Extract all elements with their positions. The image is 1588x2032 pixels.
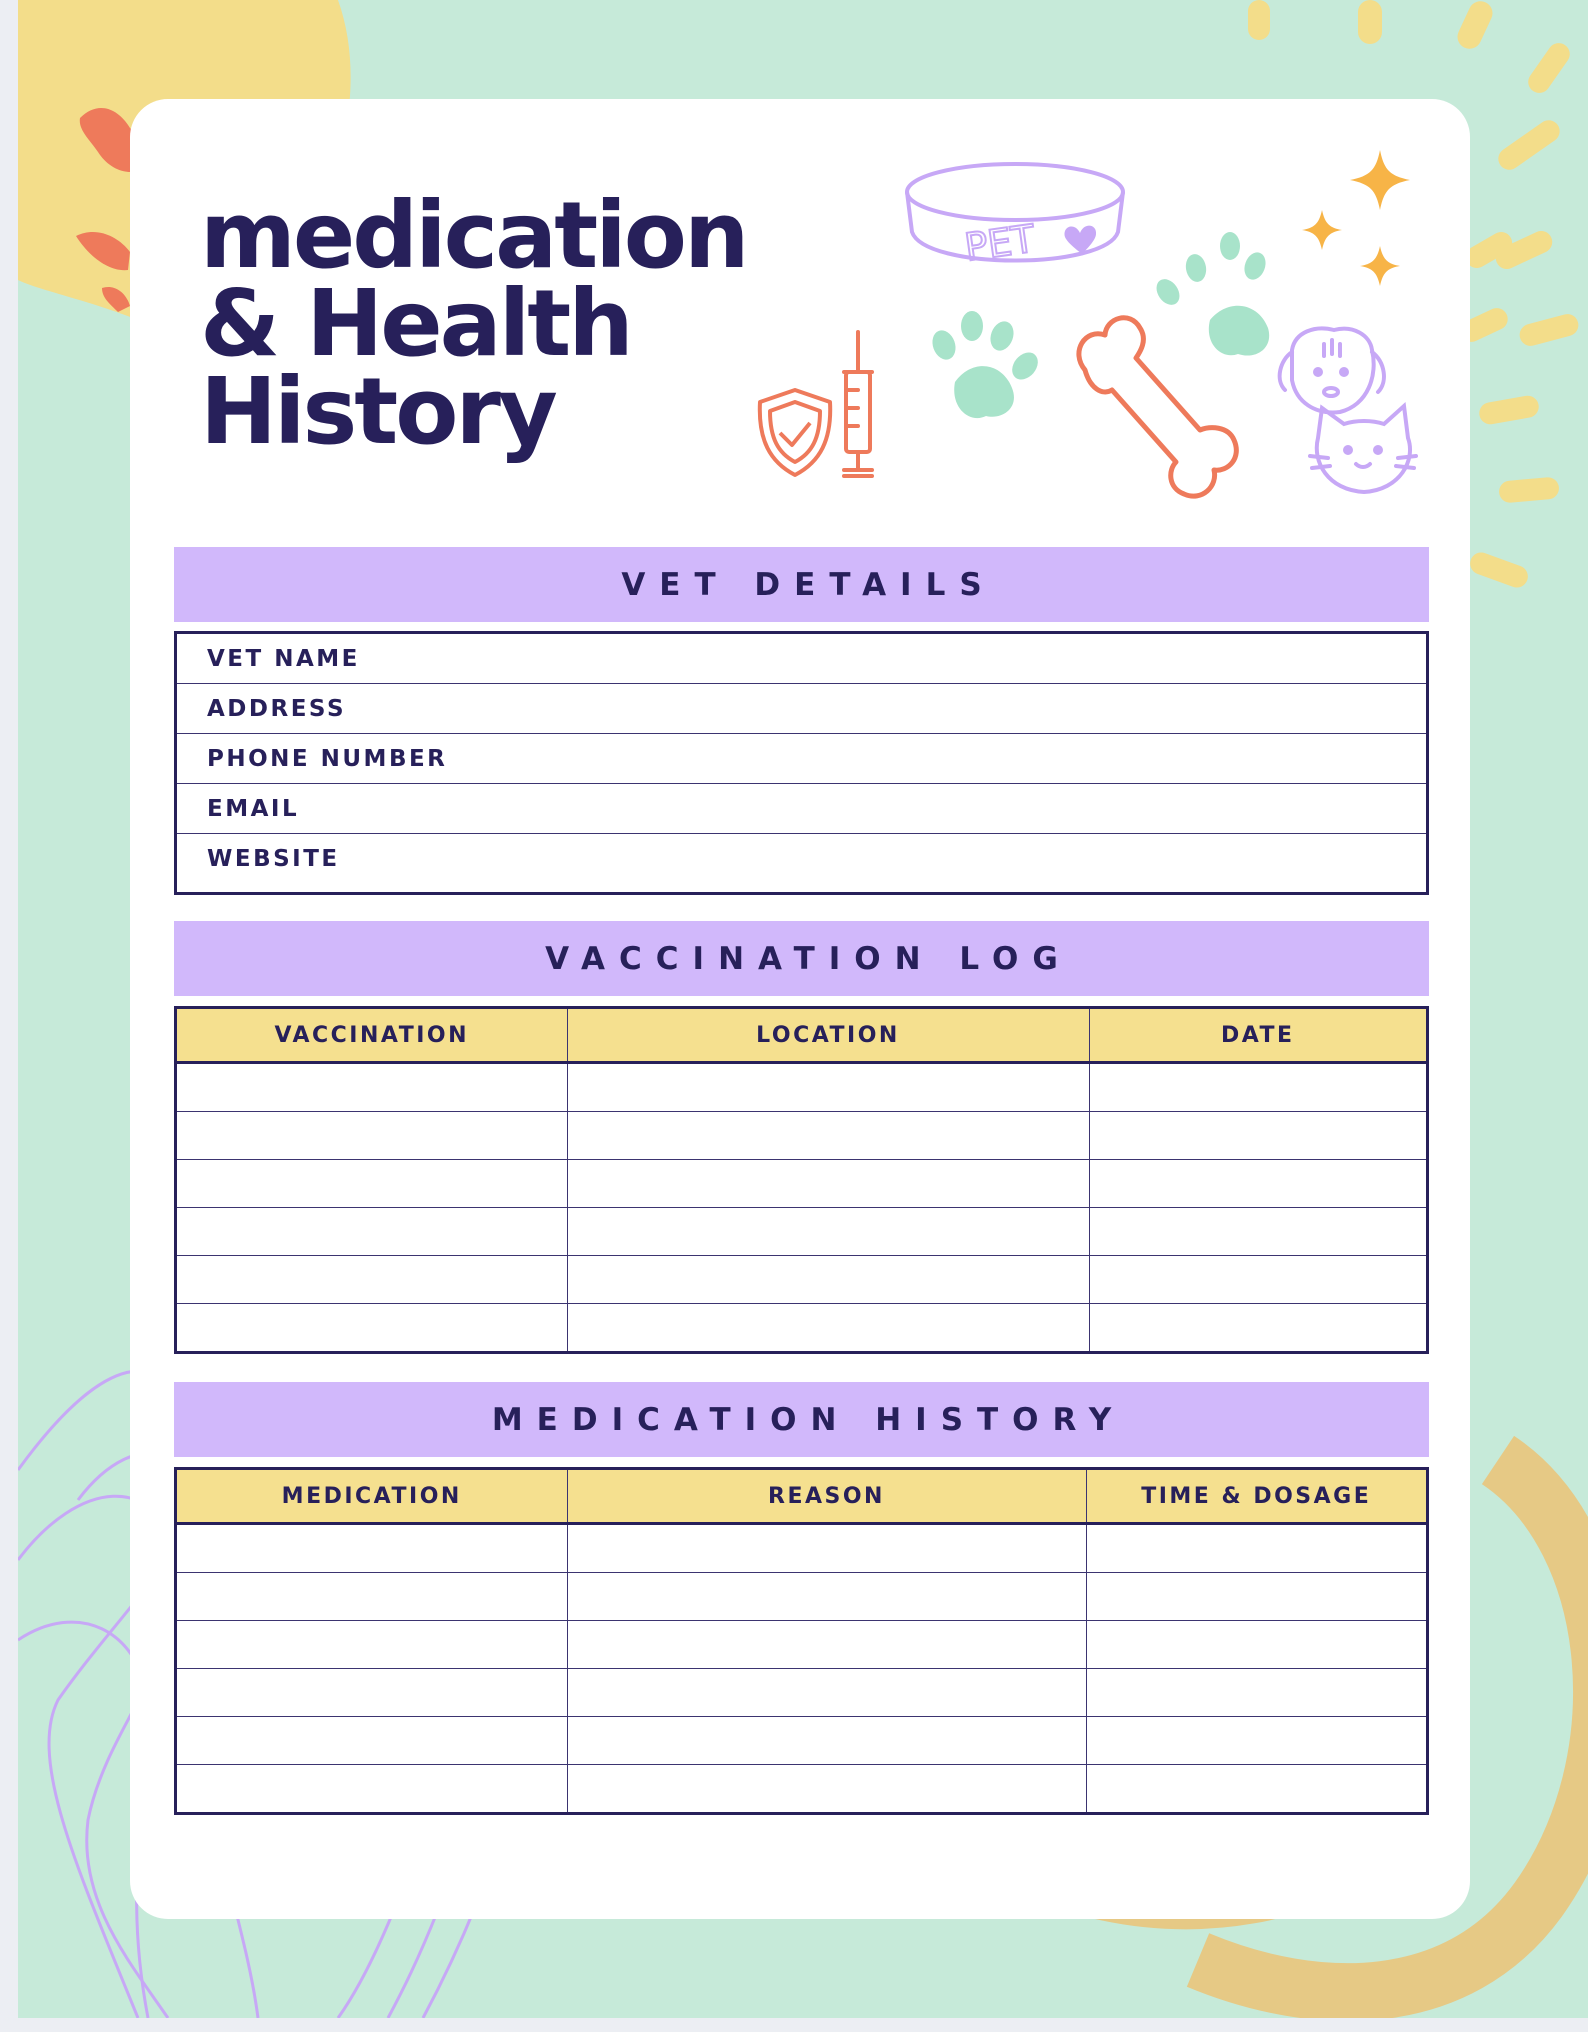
- vet-field-label: EMAIL: [207, 795, 300, 822]
- table-cell[interactable]: [1086, 1765, 1426, 1813]
- table-cell[interactable]: [1089, 1304, 1426, 1352]
- table-cell[interactable]: [1089, 1063, 1426, 1112]
- table-row: [177, 1063, 1426, 1112]
- table-cell[interactable]: [1089, 1208, 1426, 1256]
- table-row: [177, 1112, 1426, 1160]
- vet-field-label: ADDRESS: [207, 695, 347, 722]
- bone-icon: [1079, 318, 1236, 496]
- column-header: TIME & DOSAGE: [1086, 1470, 1426, 1524]
- table-cell[interactable]: [567, 1063, 1089, 1112]
- medication-history-heading: MEDICATION HISTORY: [491, 1401, 1126, 1438]
- medication-history-table-box: [174, 1467, 1429, 1815]
- cat-icon: [1310, 406, 1416, 492]
- table-cell[interactable]: [567, 1256, 1089, 1304]
- medication-history-header: [174, 1382, 1429, 1457]
- shield-icon: [760, 390, 830, 475]
- table-row: [177, 1765, 1426, 1813]
- pet-illustrations: [740, 140, 1430, 520]
- paw-print-icon: [929, 311, 1044, 418]
- table-cell[interactable]: [177, 1717, 567, 1765]
- vet-details-box: [174, 631, 1429, 895]
- column-header: LOCATION: [567, 1009, 1089, 1063]
- column-header: DATE: [1089, 1009, 1426, 1063]
- vet-details-header: [174, 547, 1429, 622]
- table-cell[interactable]: [177, 1524, 567, 1573]
- title-line: History: [200, 358, 555, 465]
- vaccination-log-heading: VACCINATION LOG: [545, 940, 1072, 977]
- table-cell[interactable]: [1089, 1112, 1426, 1160]
- table-row: [177, 1669, 1426, 1717]
- pet-bowl-icon: [907, 164, 1123, 270]
- table-cell[interactable]: [1086, 1573, 1426, 1621]
- table-row: [177, 1160, 1426, 1208]
- dog-icon: [1280, 328, 1384, 412]
- page-title: [200, 182, 747, 465]
- table-cell[interactable]: [567, 1717, 1086, 1765]
- table-cell[interactable]: [177, 1208, 567, 1256]
- table-cell[interactable]: [567, 1160, 1089, 1208]
- table-cell[interactable]: [177, 1063, 567, 1112]
- vet-field-row[interactable]: [177, 634, 1426, 684]
- table-cell[interactable]: [567, 1573, 1086, 1621]
- table-cell[interactable]: [1086, 1717, 1426, 1765]
- vet-field-row[interactable]: [177, 784, 1426, 834]
- table-row: [177, 1304, 1426, 1352]
- table-row: [177, 1621, 1426, 1669]
- vaccination-log-table-box: [174, 1006, 1429, 1354]
- vet-field-row[interactable]: [177, 684, 1426, 734]
- vet-field-label: WEBSITE: [207, 846, 340, 872]
- table-cell[interactable]: [1089, 1160, 1426, 1208]
- column-header: REASON: [567, 1470, 1086, 1524]
- table-cell[interactable]: [177, 1256, 567, 1304]
- table-cell[interactable]: [1086, 1669, 1426, 1717]
- table-cell[interactable]: [177, 1160, 567, 1208]
- table-cell[interactable]: [567, 1765, 1086, 1813]
- table-cell[interactable]: [1089, 1256, 1426, 1304]
- table-cell[interactable]: [177, 1669, 567, 1717]
- vet-field-row[interactable]: [177, 834, 1426, 884]
- table-cell[interactable]: [1086, 1621, 1426, 1669]
- table-row: [177, 1208, 1426, 1256]
- table-cell[interactable]: [567, 1304, 1089, 1352]
- table-cell[interactable]: [567, 1208, 1089, 1256]
- table-row: [177, 1573, 1426, 1621]
- table-row: [177, 1717, 1426, 1765]
- syringe-icon: [844, 332, 872, 476]
- title-line: medication: [200, 182, 747, 289]
- vet-field-row[interactable]: [177, 734, 1426, 784]
- column-header: VACCINATION: [177, 1009, 567, 1063]
- table-cell[interactable]: [567, 1669, 1086, 1717]
- table-cell[interactable]: [1086, 1524, 1426, 1573]
- table-cell[interactable]: [177, 1573, 567, 1621]
- table-cell[interactable]: [177, 1765, 567, 1813]
- table-row: [177, 1524, 1426, 1573]
- vaccination-log-header: [174, 921, 1429, 996]
- vet-details-heading: VET DETAILS: [621, 566, 996, 603]
- title-line: & Health: [200, 270, 631, 377]
- vet-field-label: VET NAME: [207, 645, 360, 672]
- table-cell[interactable]: [567, 1621, 1086, 1669]
- table-cell[interactable]: [177, 1112, 567, 1160]
- bowl-label: PET: [962, 216, 1038, 270]
- paw-print-icon: [1152, 232, 1269, 356]
- sparkle-icon: [1302, 150, 1410, 286]
- table-cell[interactable]: [177, 1304, 567, 1352]
- vet-field-label: PHONE NUMBER: [207, 745, 448, 772]
- table-row: [177, 1256, 1426, 1304]
- vaccination-log-table: [177, 1009, 1426, 1351]
- medication-history-table: [177, 1470, 1426, 1812]
- table-cell[interactable]: [567, 1112, 1089, 1160]
- column-header: MEDICATION: [177, 1470, 567, 1524]
- table-cell[interactable]: [567, 1524, 1086, 1573]
- table-cell[interactable]: [177, 1621, 567, 1669]
